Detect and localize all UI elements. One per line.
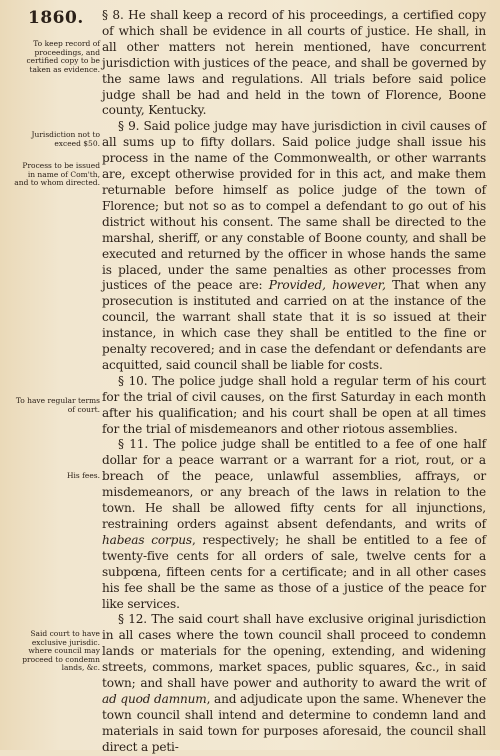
section-12-writ: ad quod damnum — [102, 691, 207, 706]
section-11-writ: habeas corpus — [102, 532, 192, 547]
statute-text — [102, 8, 486, 756]
margin-note-fees: His fees. — [66, 471, 100, 480]
margin-note-jurisdiction: Jurisdiction not to exceed $50. — [31, 130, 100, 148]
margin-note-condemn: Said court to have exclusive jurisdic. where council may proceed to condemn lands, &c. — [22, 629, 100, 673]
section-10: § 10. The police judge shall hold a regular term of his court for the trial of civil causes, on the first Saturday in each month after his qualification; and his court shall be open at all times for the trial of misdemeanors and other riotous assemblies. — [102, 373, 486, 436]
section-12-body: § 12. The said court shall have exclusive original jurisdiction in all cases where the town council shall proceed to condemn lands or materials for the opening, extending, and widening streets, commons, market spaces, public squares, &c., in said town; and shall have power and authority to award the writ of — [102, 612, 486, 691]
page-year-header: 1860. — [28, 8, 84, 28]
section-11 — [102, 437, 486, 612]
section-9 — [102, 119, 486, 374]
section-9-body-cont: That when any prosecution is instituted and carried on at the instance of the council, the warrant shall state that it is so issued at their instance, in which case they shall be entitled to the fine or penalty recovered; and in case the defendant or defendants are acquitted, said council shall be liable for costs. — [102, 278, 486, 372]
section-9-body: § 9. Said police judge may have jurisdiction in civil causes of all sums up to fifty dollars. Said police judge shall issue his process in the name of the Commonwealth, or other warrants are, except otherwise provided for in this act, and make them returnable before himself as police judge of the town of Florence; but not so as to compel a defendant to go out of his district without his consent. The same shall be directed to the marshal, sheriff, or any constable of Boone county, and shall be executed and returned by the officer in whose hands the same is placed, under the same penalties as other processes from justices of the peace are: — [102, 119, 486, 293]
section-12 — [102, 612, 486, 755]
section-11-body-cont: , respectively; he shall be entitled to a fee of twenty-five cents for all orders of sale, twelve cents for a subpœna, fifteen cents for a certificate; and in all other cases his fee shall be the same as those of a justice of the peace for like services. — [102, 532, 486, 611]
section-12-body-cont: , and adjudicate upon the same. Whenever the town council shall intend and determine to condemn land and materials in said town for purposes aforesaid, the council shall direct a peti- — [102, 691, 487, 754]
section-9-proviso: Provided, however, — [268, 278, 386, 293]
margin-note-process: Process to be issued in name of Com'th, and to whom directed. — [14, 161, 100, 188]
section-8: § 8. He shall keep a record of his proceedings, a certified copy of which shall be evidence in all courts of justice. He shall, in all other matters not herein mentioned, have concurrent jurisdiction with justices of the peace, and shall be governed by the same laws and regulations. All trials before said police judge shall be had and held in the town of Florence, Boone county, Kentucky. — [102, 8, 486, 118]
margin-note-terms: To have regular terms of court. — [15, 396, 100, 414]
section-11-body: § 11. The police judge shall be entitled to a fee of one half dollar for a peace warrant or a warrant for a riot, rout, or a breach of the peace, unlawful assemblies, affrays, or misdemeanors, or any breach of the laws in relation to the town. He shall be allowed fifty cents for all injunctions, restraining orders against absent defendants, and writs of — [102, 437, 486, 531]
margin-note-record: To keep record of proceedings, and certified copy to be taken as evidence. — [26, 39, 100, 74]
